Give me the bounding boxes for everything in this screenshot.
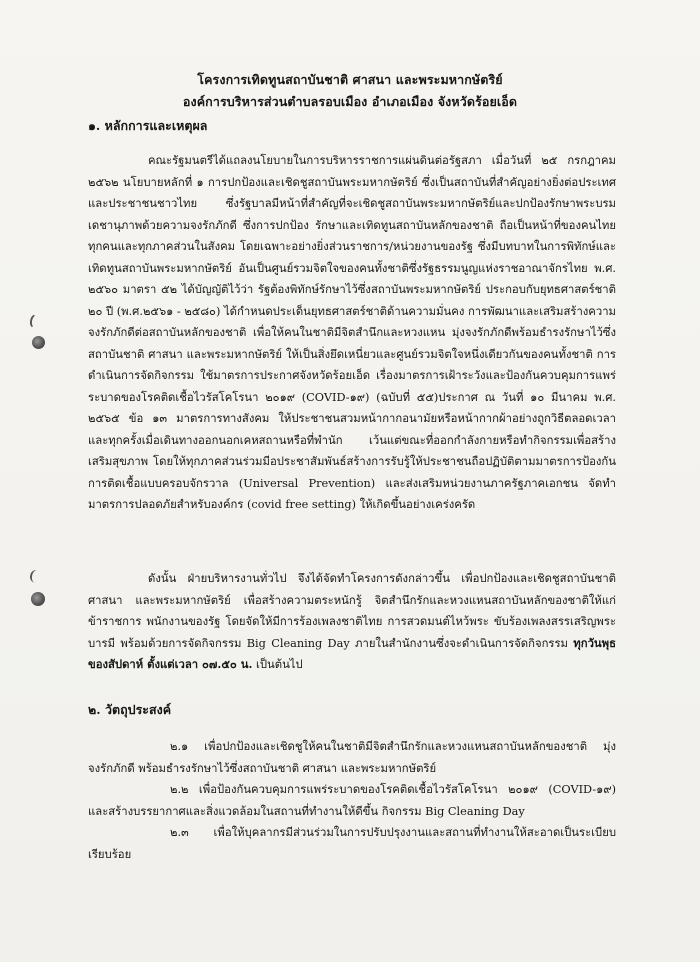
objective-item: ๒.๒ เพื่อป้องกันควบคุมการแพร่ระบาดของโรคติดเชื้อไวรัสโคโรนา ๒๐๑๙ (COVID-๑๙) และสร้างบรรยากาศและสิ่งแวดล้อมในสถานที่ทำงานให้ดีขึ้น กิจกรรม Big Cleaning Day [88,783,616,818]
paragraph-2-text: ดังนั้น ฝ่ายบริหารงานทั่วไป จึงได้จัดทำโครงการดังกล่าวขึ้น เพื่อปกป้องและเชิดชูสถาบันชาติ ศาสนา และพระมหากษัตริย์ เพื่อสร้างความตระหนักรู้ จิตสำนึกรักและหวงแหนสถาบันหลักของชาติให้แก่ข้าราชการ พนักงานของรัฐ โดยจัดให้มีการร้องเพลงชาติไทย การสวดมนต์ไหว้พระ ขับร้องเพลงสรรเสริญพระบารมี พร้อมด้วยการจัดกิจกรรม Big Cleaning Day ภายในสำนักงานซึ่งจะดำเนินการจัดกิจกรรม [88,572,616,650]
objective-item: ๒.๑ เพื่อปกป้องและเชิดชูให้คนในชาติมีจิตสำนึกรักและหวงแหนสถาบันหลักของชาติ มุ่งจงรักภักดี พร้อมธำรงรักษาไว้ซึ่งสถาบันชาติ ศาสนา และพระมหากษัตริย์ [88,740,616,775]
binder-hole-mark [29,313,43,330]
binder-hole [32,336,45,349]
section-1-paragraph-2 [88,568,616,676]
objective-item: ๒.๓ เพื่อให้บุคลากรมีส่วนร่วมในการปรับปรุงงานและสถานที่ทำงานให้สะอาดเป็นระเบียบเรียบร้อย [88,826,616,861]
document-title: โครงการเทิดทูนสถาบันชาติ ศาสนา และพระมหากษัตริย์ [197,72,503,87]
section-2-heading: ๒. วัตถุประสงค์ [88,702,172,717]
binder-hole-mark [29,569,43,584]
paragraph-2-end: เป็นต้นไป [252,658,303,671]
section-1-paragraph-1: คณะรัฐมนตรีได้แถลงนโยบายในการบริหารราชการแผ่นดินต่อรัฐสภา เมื่อวันที่ ๒๕ กรกฎาคม ๒๕๖๒ นโยบายหลักที่ ๑ การปกป้องและเชิดชูสถาบันพระมหากษัตริย์ ซึ่งเป็นสถาบันที่สำคัญอย่างยิ่งต่อประเทศและประชาชนชาวไทย ซึ่งรัฐบาลมีหน้าที่สำคัญที่จะเชิดชูสถาบันพระมหากษัตริย์และปกป้องรักษาพระบรมเดชานุภาพด้วยความจงรักภักดี ซึ่งการปกป้อง รักษาและเทิดทูนสถาบันหลักของชาติ ถือเป็นหน้าที่ของคนไทยทุกคนและทุกภาคส่วนในสังคม โดยเฉพาะอย่างยิ่งส่วนราชการ/หน่วยงานของรัฐ ซึ่งมีบทบาทในการพิทักษ์และเทิดทูนสถาบันพระมหากษัตริย์ อันเป็นศูนย์รวมจิตใจของคนทั้งชาติซึ่งรัฐธรรมนูญแห่งราชอาณาจักรไทย พ.ศ. ๒๕๖๐ มาตรา ๕๒ ได้บัญญัติไว้ว่า รัฐต้องพิทักษ์รักษาไว้ซึ่งสถาบันพระมหากษัตริย์ ประกอบกับยุทธศาสตร์ชาติ ๒๐ ปี (พ.ศ.๒๕๖๑ - ๒๕๘๐) ได้กำหนดประเด็นยุทธศาสตร์ชาติด้านความมั่นคง การพัฒนาและเสริมสร้างความจงรักภักดีต่อสถาบันหลักของชาติ เพื่อให้คนในชาติมีจิตสำนึกและหวงแหน มุ่งจงรักภักดีพร้อมธำรงรักษาไว้ซึ่งสถาบันชาติ ศาสนา และพระมหากษัตริย์ ให้เป็นสิ่งยึดเหนี่ยวและศูนย์รวมจิตใจหนึ่งเดียวกันของคนทั้งชาติ การดำเนินการจัดกิจกรรม ใช้มาตรการประกาศจังหวัดร้อยเอ็ด เรื่องมาตรการเฝ้าระวังและป้องกันควบคุมการแพร่ระบาดของโรคติดเชื้อไวรัสโคโรนา ๒๐๑๙ (COVID-๑๙) (ฉบับที่ ๕๕)ประกาศ ณ วันที่ ๑๐ มีนาคม พ.ศ. ๒๕๖๕ ข้อ ๑๓ มาตรการทางสังคม ให้ประชาชนสวมหน้ากากอนามัยหรือหน้ากากผ้าอย่างถูกวิธีตลอดเวลา และทุกครั้งเมื่อเดินทางออกนอกเคหสถานหรือที่พำนัก เว้นแต่ขณะที่ออกกำลังกายหรือทำกิจกรรมเพื่อสร้างเสริมสุขภาพ โดยให้ทุกภาคส่วนร่วมมีอประชาสัมพันธ์สร้างการรับรู้ให้ประชาชนถือปฏิบัติตามมาตรการป้องกันการติดเชื้อแบบครอบจักรวาล (Universal Prevention) และส่งเสริมหน่วยงานภาครัฐภาคเอกชน จัดทำมาตรการปลอดภัยสำหรับองค์กร (covid free setting) ให้เกิดขึ้นอย่างเคร่งครัด [88,154,616,511]
section-1-heading: ๑. หลักการและเหตุผล [88,118,208,133]
organization-title: องค์การบริหารส่วนตำบลรอบเมือง อำเภอเมือง จังหวัดร้อยเอ็ด [182,94,518,109]
binder-hole [31,592,45,606]
schedule-highlight: ทุกวันพุธของสัปดาห์ ตั้งแต่เวลา ๐๗.๕๐ น. [88,635,616,671]
